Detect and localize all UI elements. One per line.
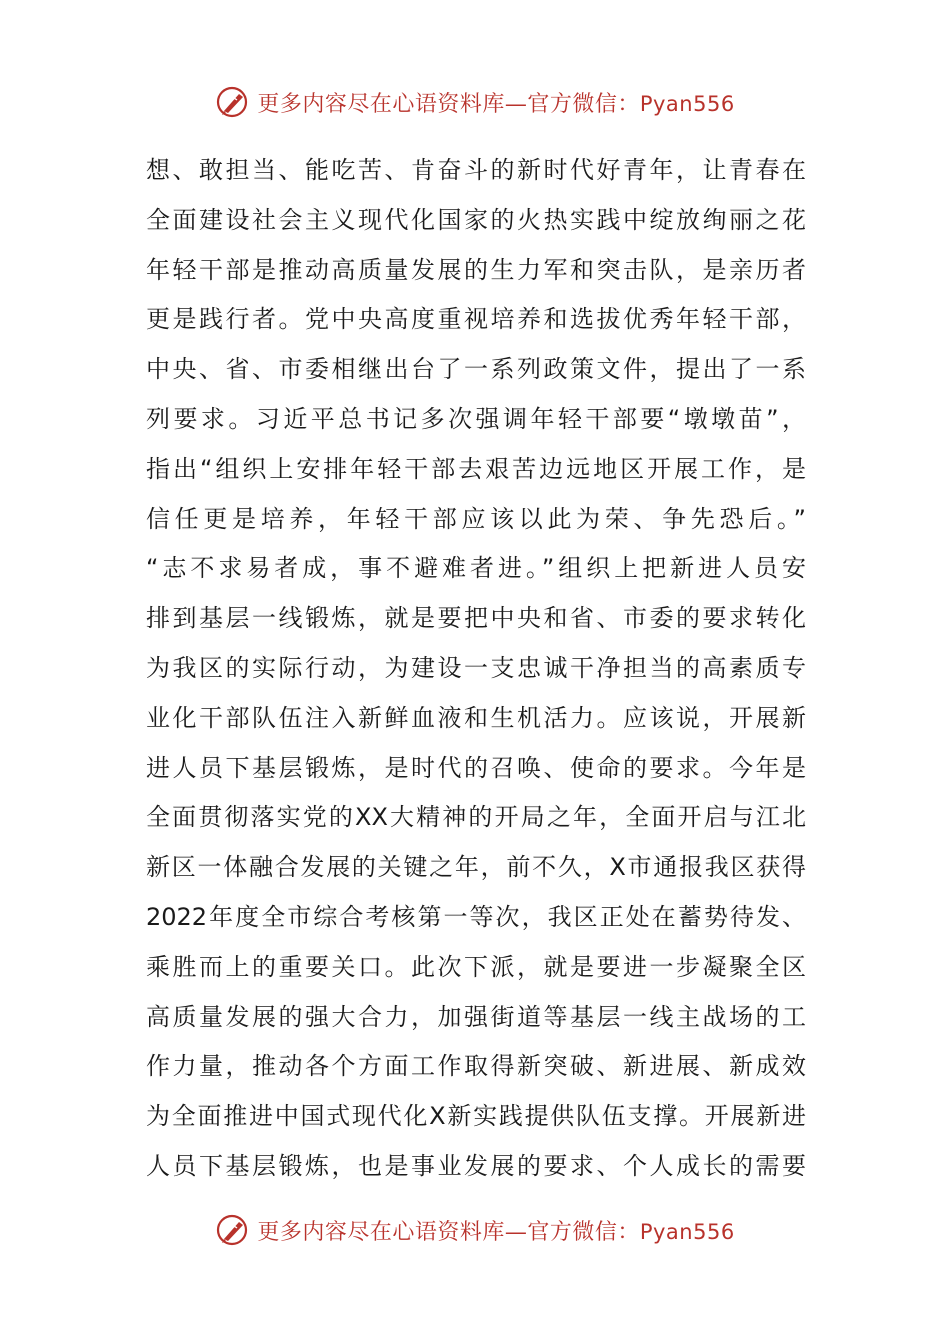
body-line: 全面贯彻落实党的XX大精神的开局之年，全面开启与江北 <box>146 803 806 832</box>
footer-wechat-id: Pyan556 <box>639 1219 735 1244</box>
pen-logo-icon <box>215 84 251 120</box>
body-line: “志不求易者成，事不避难者进。”组织上把新进人员安 <box>146 554 806 583</box>
body-line: 更是践行者。党中央高度重视培养和选拔优秀年轻干部， <box>146 305 806 334</box>
body-line: 2022年度全市综合考核第一等次，我区正处在蓄势待发、 <box>146 902 806 931</box>
body-line: 指出“组织上安排年轻干部去艰苦边远地区开展工作，是 <box>146 454 806 483</box>
header-wechat-id: Pyan556 <box>639 91 735 116</box>
body-line: 为全面推进中国式现代化X新实践提供队伍支撑。开展新进 <box>146 1102 806 1131</box>
body-line: 新区一体融合发展的关键之年，前不久，X市通报我区获得 <box>146 853 806 882</box>
body-line: 进人员下基层锻炼，是时代的召唤、使命的要求。今年是 <box>146 753 806 782</box>
body-line: 业化干部队伍注入新鲜血液和生机活力。应该说，开展新 <box>146 703 806 732</box>
document-body <box>146 146 806 1192</box>
body-line: 乘胜而上的重要关口。此次下派，就是要进一步凝聚全区 <box>146 952 806 981</box>
body-line: 信任更是培养，年轻干部应该以此为荣、争先恐后。” <box>146 504 806 533</box>
body-line: 年轻干部是推动高质量发展的生力军和突击队，是亲历者 <box>146 255 806 284</box>
footer-banner-text: 更多内容尽在心语资料库—官方微信：Pyan556 <box>257 1219 735 1245</box>
body-line: 全面建设社会主义现代化国家的火热实践中绽放绚丽之花 <box>146 205 806 234</box>
body-line: 为我区的实际行动，为建设一支忠诚干净担当的高素质专 <box>146 653 806 682</box>
header-banner <box>0 82 950 122</box>
body-line: 作力量，推动各个方面工作取得新突破、新进展、新成效 <box>146 1052 806 1081</box>
body-line: 高质量发展的强大合力，加强街道等基层一线主战场的工 <box>146 1002 806 1031</box>
body-line: 想、敢担当、能吃苦、肯奋斗的新时代好青年，让青春在 <box>146 156 806 184</box>
body-line: 排到基层一线锻炼，就是要把中央和省、市委的要求转化 <box>146 604 806 633</box>
footer-banner <box>0 1210 950 1250</box>
pen-logo-icon <box>215 1212 251 1248</box>
body-line: 列要求。习近平总书记多次强调年轻干部要“墩墩苗”， <box>146 404 806 433</box>
body-line: 中央、省、市委相继出台了一系列政策文件，提出了一系 <box>146 355 806 384</box>
body-line: 人员下基层锻炼，也是事业发展的要求、个人成长的需要 <box>146 1151 806 1180</box>
header-banner-text: 更多内容尽在心语资料库—官方微信：Pyan556 <box>257 91 735 117</box>
